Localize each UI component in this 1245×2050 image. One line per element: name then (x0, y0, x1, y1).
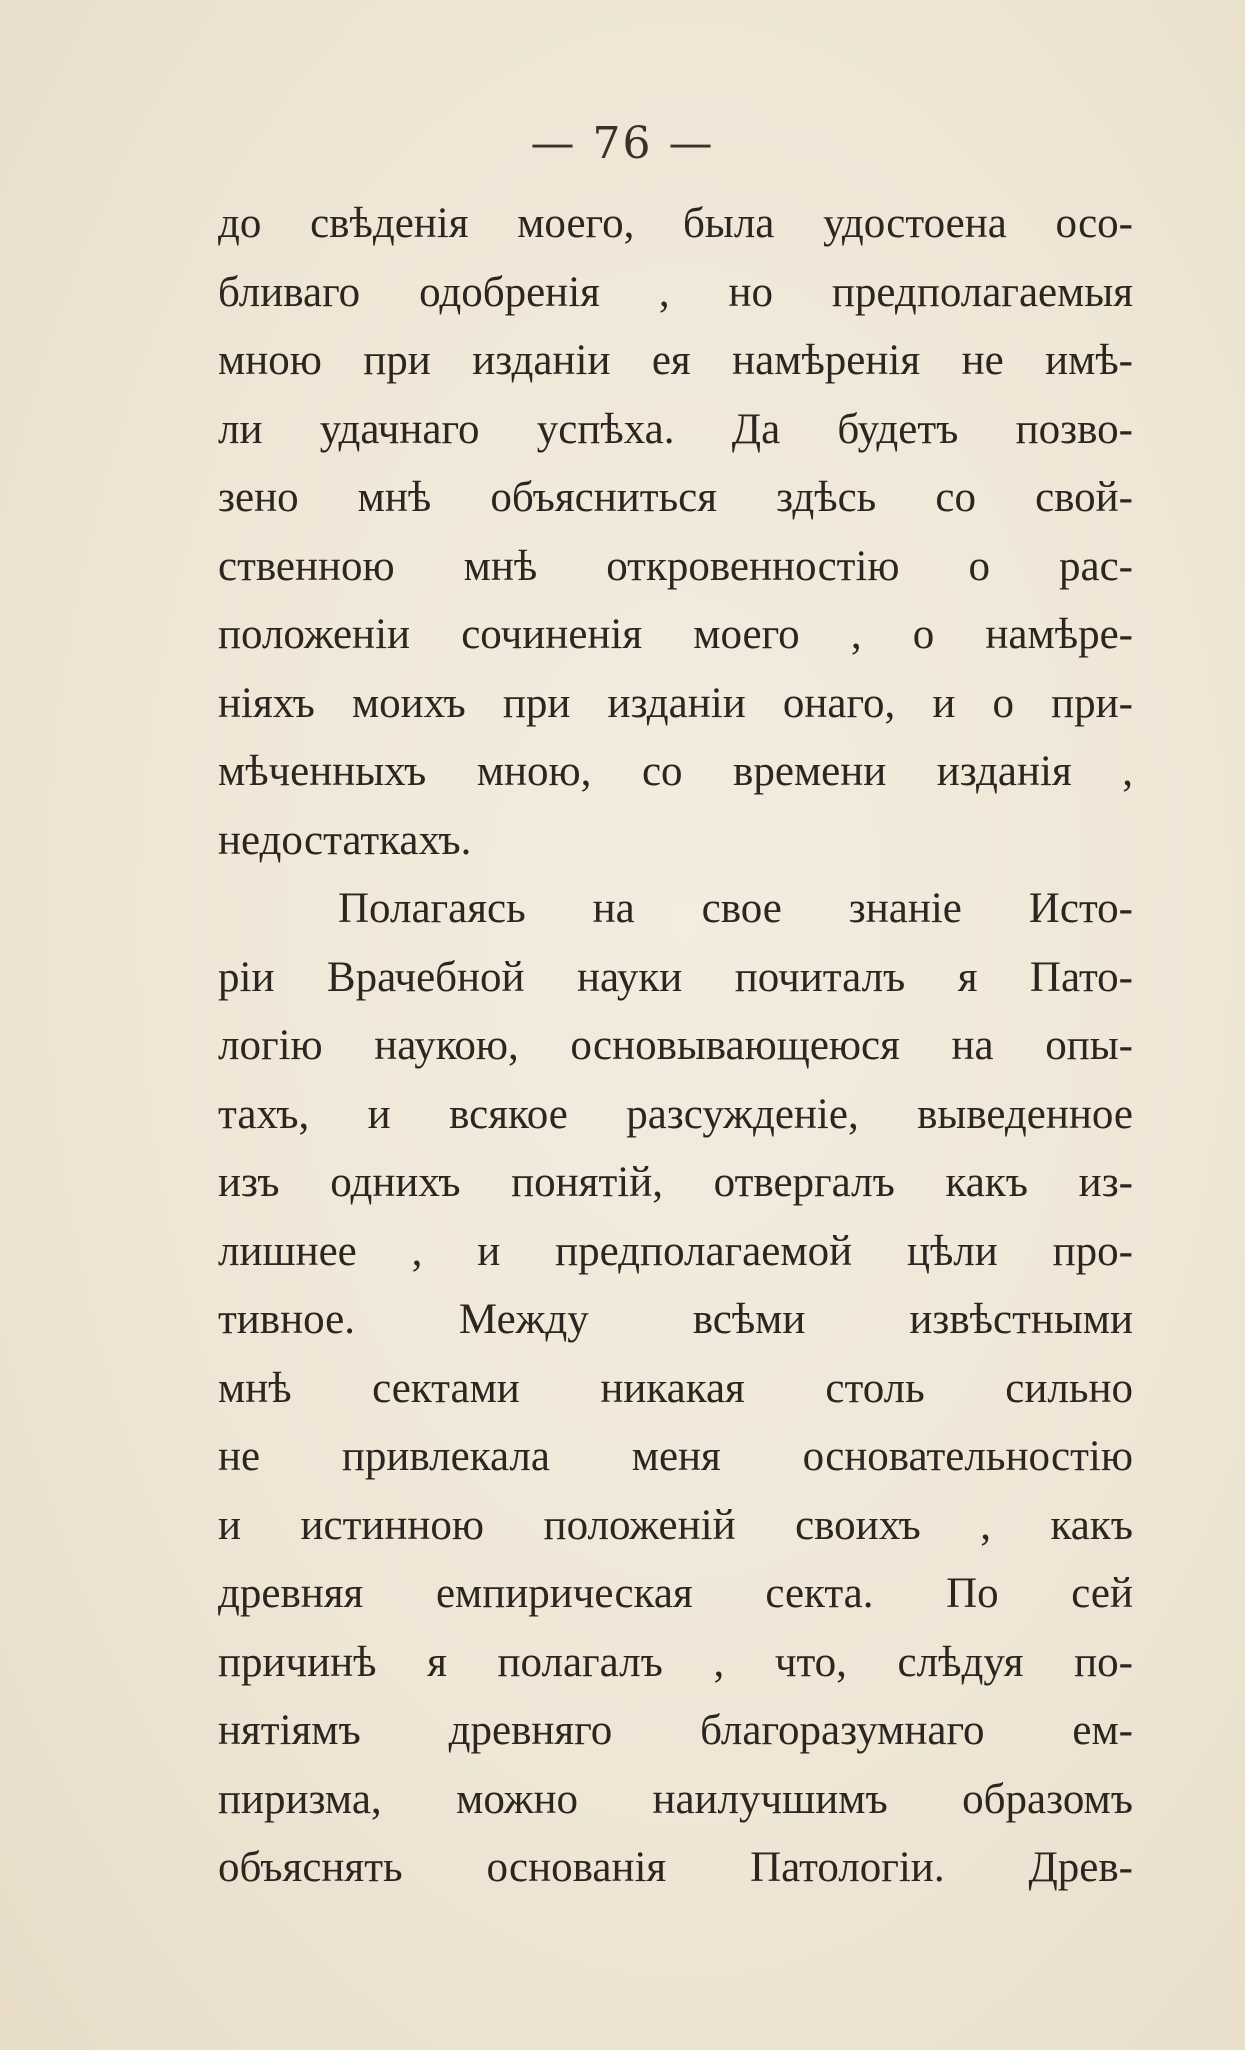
text-line: бливаго одобренія , но предполагаемыя (218, 268, 1133, 316)
text-line: тивное. Между всѣми извѣстными (218, 1296, 1133, 1343)
text-line: изъ однихъ понятій, отвергалъ какъ из- (218, 1159, 1133, 1206)
text-line: положеніи сочиненія моего , о намѣре- (218, 611, 1133, 658)
body-text (218, 190, 1133, 1903)
text-line: недостаткахъ. (218, 816, 472, 864)
text-line: древняя емпирическая секта. По сей (218, 1570, 1133, 1617)
text-line: мѣченныхъ мною, со времени изданія , (218, 748, 1133, 795)
text-line: нятіямъ древняго благоразумнаго ем- (218, 1707, 1133, 1754)
paragraph-2 (218, 875, 1133, 1903)
text-line: логію наукою, основывающеюся на опы- (218, 1022, 1133, 1069)
text-line: зено мнѣ объясниться здѣсь со свой- (218, 474, 1133, 521)
paragraph-1 (218, 190, 1133, 875)
text-line: Полагаясь на свое знаніе Исто- (338, 885, 1133, 932)
text-line: тахъ, и всякое разсужденіе, выведенное (218, 1090, 1133, 1138)
text-line: ли удачнаго успѣха. Да будетъ позво- (218, 405, 1133, 453)
text-line: не привлекала меня основательностію (218, 1433, 1133, 1480)
text-line: мнѣ сектами никакая столь сильно (218, 1364, 1133, 1412)
page-number: — 76 — (530, 118, 715, 169)
text-line: причинѣ я полагалъ , что, слѣдуя по- (218, 1638, 1133, 1686)
text-line: объяснять основанія Патологіи. Древ- (218, 1844, 1133, 1891)
text-line: пиризма, можно наилучшимъ образомъ (218, 1775, 1133, 1823)
text-line: до свѣденія моего, была удостоена осо- (218, 200, 1133, 247)
text-line: лишнее , и предполагаемой цѣли про- (218, 1227, 1133, 1275)
text-line: и истинною положеній своихъ , какъ (218, 1501, 1133, 1549)
text-line: ственною мнѣ откровенностію о рас- (218, 542, 1133, 590)
text-line: ріи Врачебной науки почиталъ я Пато- (218, 953, 1133, 1001)
text-line: ніяхъ моихъ при изданіи онаго, и о при- (218, 679, 1133, 727)
text-line: мною при изданіи ея намѣренія не имѣ- (218, 337, 1133, 384)
